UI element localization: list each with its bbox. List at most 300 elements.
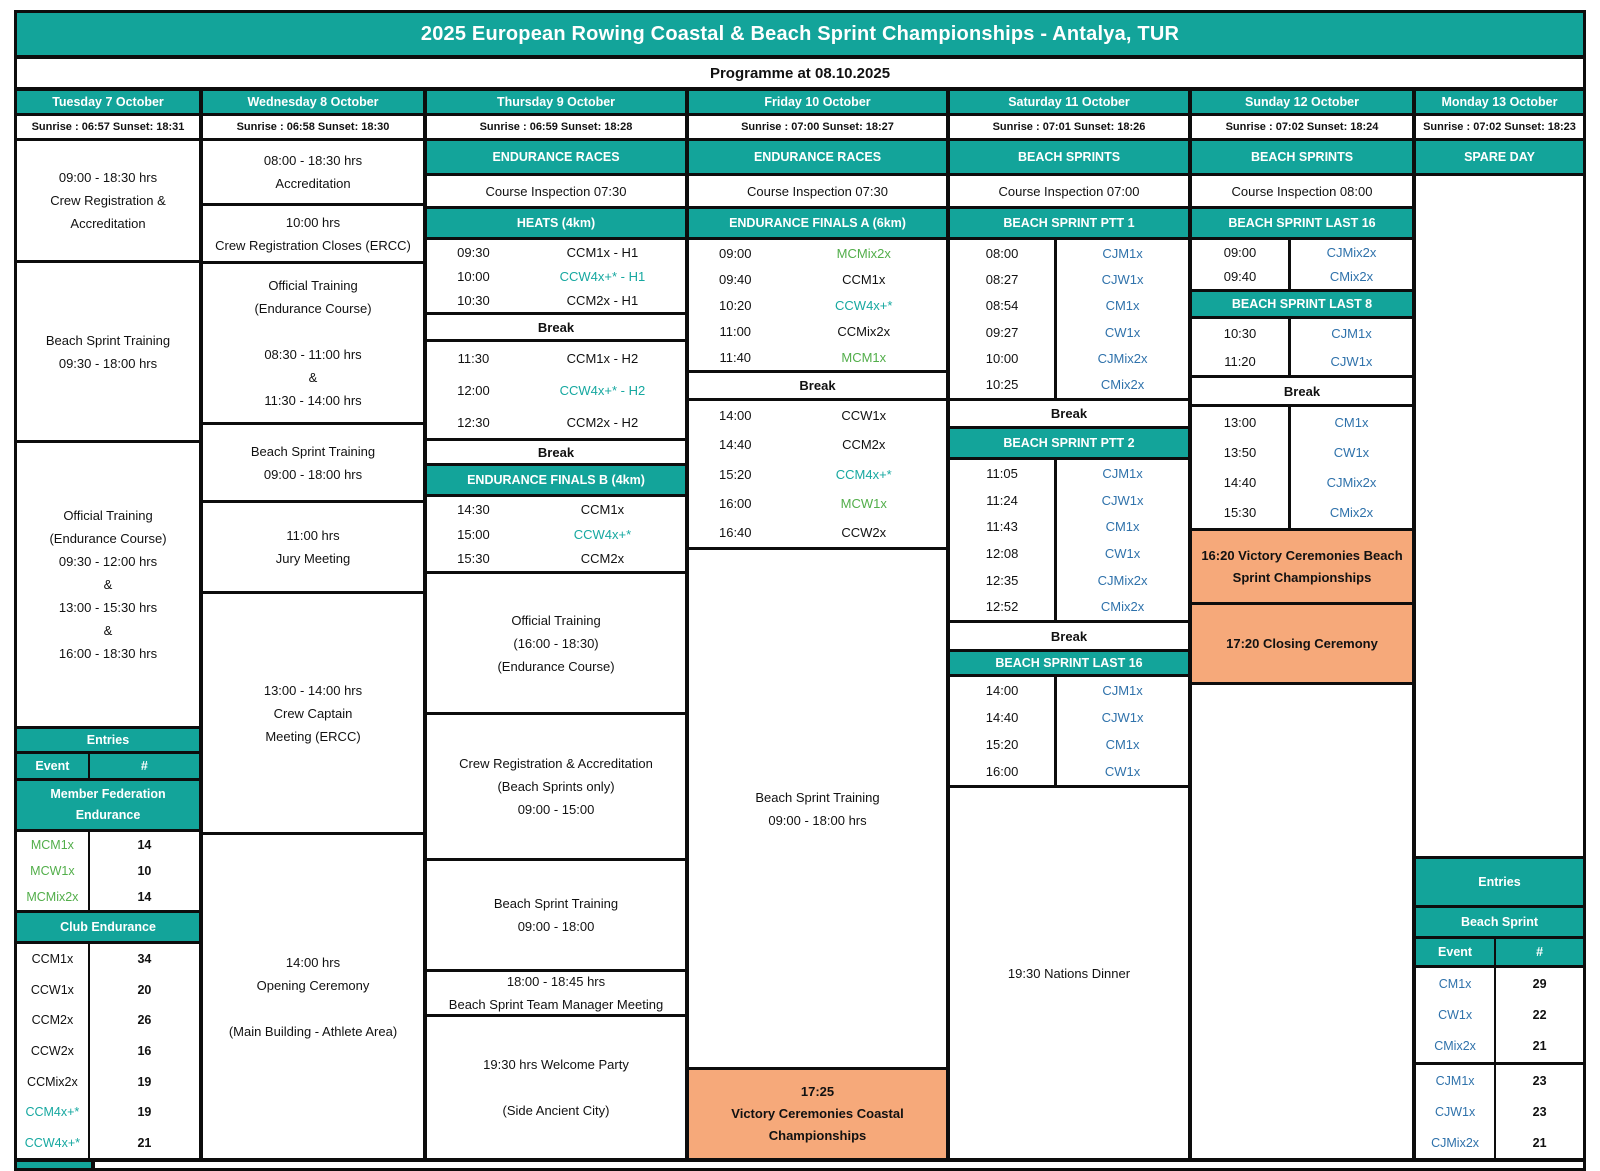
entries-event: MCMix2x: [17, 884, 90, 910]
entries-event: CJM1x: [1416, 1065, 1496, 1096]
race-event: CCM2x - H2: [566, 414, 639, 430]
day-schedule: [203, 141, 423, 1158]
break-row: Break: [950, 623, 1188, 649]
race-time: 09:40: [718, 271, 752, 287]
race-row: [689, 344, 946, 370]
day-schedule: [689, 141, 946, 1158]
race-time: 09:00: [718, 245, 752, 261]
day-column: [689, 91, 946, 1158]
entries-count: 16: [137, 1044, 152, 1059]
race-time: 12:52: [950, 593, 1057, 620]
race-time: 10:30: [457, 292, 490, 308]
entries-section-header: [17, 781, 199, 829]
text-line: Official Training: [511, 612, 601, 628]
entries-row: [1416, 968, 1583, 999]
race-event: CCM1x: [842, 271, 886, 287]
race-time: 14:40: [1192, 468, 1291, 498]
race-event: CJM1x: [1102, 245, 1143, 261]
races-block: [427, 240, 685, 312]
schedule-block: [203, 264, 423, 422]
race-row: [950, 372, 1188, 398]
entries-section-header-line: Member Federation: [50, 787, 166, 801]
entries-event: CCW4x+*: [17, 1127, 90, 1158]
race-time: 10:30: [1192, 319, 1291, 347]
entries-section-header-line: Endurance: [75, 808, 141, 822]
text-line: 11:00 hrs: [286, 528, 340, 543]
text-line: Course Inspection 07:00: [998, 183, 1140, 199]
race-time: 14:40: [718, 437, 752, 453]
text-line: Crew Captain: [273, 705, 353, 721]
race-time: 11:40: [719, 349, 752, 365]
programme-table: [14, 10, 1586, 1171]
race-time: 14:40: [950, 704, 1057, 731]
day-schedule: [427, 141, 685, 1158]
schedule-block: [427, 861, 685, 969]
text-line: Course Inspection 08:00: [1231, 183, 1373, 199]
text-line: (16:00 - 18:30): [513, 635, 599, 651]
race-row: [950, 487, 1188, 514]
races-block: [950, 677, 1188, 785]
entries-event: CCM4x+*: [17, 1097, 90, 1128]
race-event: CCM1x: [580, 501, 625, 517]
text-line: Official Training: [268, 278, 358, 293]
text-line: 19:30 hrs Welcome Party: [483, 1057, 629, 1072]
text-line: Official Training: [63, 508, 153, 523]
race-row: [950, 460, 1188, 487]
entries-count: 21: [137, 1135, 152, 1150]
entries-event-header: Event: [17, 754, 90, 778]
race-event: CW1x: [1104, 545, 1141, 561]
entries-row: [1416, 1096, 1583, 1127]
race-time: 13:50: [1192, 437, 1291, 467]
entries-row: [17, 1036, 199, 1067]
text-line: 13:00 - 15:30 hrs: [58, 600, 158, 615]
entries-count: 14: [137, 890, 152, 904]
entries-row: [1416, 1065, 1583, 1096]
section-header: BEACH SPRINTS: [950, 141, 1188, 173]
race-event: MCM1x: [841, 349, 887, 365]
day-header: Wednesday 8 October: [203, 91, 423, 113]
text-line: Crew Registration &: [50, 193, 166, 208]
race-time: 14:30: [457, 501, 490, 517]
sunrise-sunset-cell: Sunrise : 07:02 Sunset: 18:23: [1416, 116, 1583, 138]
entries-count: 14: [137, 838, 152, 852]
day-header: Friday 10 October: [689, 91, 946, 113]
entries-rows: [1416, 1065, 1583, 1158]
race-row: [689, 266, 946, 292]
text-line: Meeting (ERCC): [265, 728, 361, 744]
day-column: [1192, 91, 1412, 1158]
race-event: CW1x: [1104, 324, 1141, 340]
schedule-block: [17, 141, 199, 260]
race-event: CMix2x: [1329, 505, 1374, 521]
race-row: [950, 240, 1188, 266]
text-line: 13:00 - 14:00 hrs: [263, 682, 363, 698]
sunrise-sunset-cell: Sunrise : 06:59 Sunset: 18:28: [427, 116, 685, 138]
race-row: [689, 430, 946, 459]
race-time: 11:05: [950, 460, 1057, 487]
race-row: [427, 374, 685, 406]
race-time: 12:35: [950, 567, 1057, 594]
schedule-block: [203, 141, 423, 203]
entries-event: CMix2x: [1416, 1031, 1496, 1062]
race-event: CM1x: [1105, 298, 1140, 314]
entries-count: 23: [1532, 1104, 1547, 1119]
entries-event: CCMix2x: [17, 1066, 90, 1097]
race-row: [950, 758, 1188, 785]
race-event: CJMix2x: [1326, 244, 1377, 260]
entries-count: 34: [137, 952, 152, 967]
entries-rows: [17, 832, 199, 910]
empty-cell: [1192, 685, 1412, 1158]
race-time: 16:00: [950, 758, 1057, 785]
text-line: Beach Sprint Training: [493, 896, 619, 911]
race-time: 11:43: [950, 513, 1057, 540]
text-line: Championships: [768, 1128, 867, 1143]
entries-count: 22: [1532, 1007, 1547, 1022]
races-block: [1192, 319, 1412, 375]
text-line: 09:00 - 18:00: [517, 919, 595, 934]
race-event: CW1x: [1333, 444, 1370, 460]
race-row: [1192, 407, 1412, 437]
race-time: 11:30: [457, 350, 490, 366]
text-line: [203, 320, 423, 343]
entries-subtitle: [1416, 908, 1583, 936]
race-event: CCM4x+*: [835, 466, 892, 482]
entries-column-headers: [17, 754, 199, 778]
text-line: 10:00 hrs: [285, 214, 341, 230]
race-time: 11:20: [1192, 347, 1291, 375]
race-time: 15:30: [1192, 498, 1291, 528]
race-row: [950, 513, 1188, 540]
entries-count: 19: [137, 1074, 152, 1089]
entries-title: [1416, 859, 1583, 905]
race-row: [950, 319, 1188, 345]
section-header: BEACH SPRINT PTT 1: [950, 209, 1188, 237]
entries-event: CJMix2x: [1416, 1127, 1496, 1158]
schedule-block: [203, 835, 423, 1158]
text-line: 09:00 - 18:00 hrs: [768, 812, 867, 828]
text-line: [427, 1076, 685, 1099]
entries-row: [17, 975, 199, 1006]
break-row: Break: [1192, 378, 1412, 404]
text-line: (Endurance Course): [254, 301, 372, 316]
race-event: CCMix2x: [837, 323, 891, 339]
text-line: 11:30 - 14:00 hrs: [264, 393, 362, 408]
entries-row: [1416, 1031, 1583, 1062]
race-row: [950, 266, 1188, 292]
text-line: 18:00 - 18:45 hrs: [506, 974, 606, 989]
break-row: Break: [427, 441, 685, 463]
sunrise-sunset-cell: Sunrise : 06:58 Sunset: 18:30: [203, 116, 423, 138]
schedule-block: [427, 715, 685, 858]
day-header: Monday 13 October: [1416, 91, 1583, 113]
entries-count: 23: [1532, 1073, 1547, 1088]
race-row: [950, 345, 1188, 371]
entries-count: 29: [1532, 976, 1547, 991]
schedule-block: [427, 176, 685, 206]
entries-row: [17, 1005, 199, 1036]
race-row: [1192, 437, 1412, 467]
race-time: 08:00: [950, 240, 1057, 266]
ceremony-block: [1192, 531, 1412, 602]
race-event: MCW1x: [840, 495, 887, 511]
entries-title: [17, 729, 199, 751]
race-row: [689, 459, 946, 488]
race-event: CCM2x: [842, 437, 886, 453]
schedule-block: [1192, 176, 1412, 206]
text-line: 09:30 - 18:00 hrs: [58, 355, 158, 371]
text-line: 09:00 - 15:00: [517, 802, 595, 817]
entries-row: [17, 832, 199, 858]
schedule-block: [17, 263, 199, 440]
entries-count: 21: [1532, 1039, 1547, 1054]
race-row: [689, 292, 946, 318]
entries-row: [17, 858, 199, 884]
races-block: [427, 497, 685, 571]
entries-section-header: [17, 913, 199, 941]
schedule-block: [950, 788, 1188, 1158]
text-line: (Main Building - Athlete Area): [228, 1023, 398, 1039]
empty-cell: [1416, 176, 1583, 856]
text-line: 08:00 - 18:30 hrs: [263, 153, 363, 168]
race-time: 11:24: [950, 487, 1057, 514]
races-block: [427, 342, 685, 438]
entries-table: [17, 729, 199, 1158]
section-header: SPARE DAY: [1416, 141, 1583, 173]
entries-rows: [17, 944, 199, 1158]
schedule-block: [427, 574, 685, 712]
text-line: &: [103, 577, 113, 592]
entries-row: [17, 884, 199, 910]
schedule-block: [427, 972, 685, 1014]
day-header: Thursday 9 October: [427, 91, 685, 113]
race-row: [950, 731, 1188, 758]
text-line: Beach Sprint Training: [250, 443, 376, 459]
text-line: Beach Sprint Team Manager Meeting: [448, 997, 664, 1012]
text-line: &: [103, 623, 113, 638]
day-column: [17, 91, 199, 1158]
races-block: [689, 401, 946, 547]
race-time: 10:25: [950, 372, 1057, 398]
race-event: CCW4x+*: [573, 526, 632, 542]
schedule-block: [689, 176, 946, 206]
ceremony-block: [689, 1070, 946, 1158]
race-row: [427, 406, 685, 438]
race-time: 14:00: [950, 677, 1057, 704]
section-header: HEATS (4km): [427, 209, 685, 237]
race-time: 16:00: [718, 495, 752, 511]
entries-row: [1416, 1127, 1583, 1158]
schedule-block: [689, 550, 946, 1067]
entries-subtitle-text: Beach Sprint: [1460, 914, 1539, 929]
races-block: [1192, 240, 1412, 289]
race-row: [950, 677, 1188, 704]
race-event: CJM1x: [1102, 683, 1143, 698]
race-event: CJW1x: [1330, 353, 1373, 369]
race-row: [950, 704, 1188, 731]
entries-rows: [1416, 968, 1583, 1062]
race-event: CJMix2x: [1097, 350, 1148, 366]
section-header: BEACH SPRINT LAST 8: [1192, 292, 1412, 316]
entries-row: [17, 1097, 199, 1128]
race-time: 10:20: [718, 297, 752, 313]
entries-count-header: #: [1536, 945, 1544, 959]
section-header: BEACH SPRINT LAST 16: [950, 652, 1188, 674]
text-line: [203, 997, 423, 1020]
text-line: Crew Registration Closes (ERCC): [215, 237, 411, 253]
race-time: 09:30: [457, 244, 490, 260]
day-schedule: [950, 141, 1188, 1158]
entries-row: [17, 1066, 199, 1097]
entries-count: 26: [137, 1013, 152, 1028]
entries-event: CCW2x: [17, 1036, 90, 1067]
section-header: ENDURANCE FINALS B (4km): [427, 466, 685, 494]
day-column: [1416, 91, 1583, 1158]
race-event: CCW4x+* - H1: [559, 268, 646, 284]
race-row: [689, 401, 946, 430]
day-schedule: [17, 141, 199, 1158]
race-time: 09:40: [1192, 265, 1291, 290]
race-event: CCM2x - H1: [566, 292, 639, 308]
text-line: 17:25: [800, 1084, 835, 1099]
schedule-block: [203, 503, 423, 591]
text-line: (Endurance Course): [497, 658, 615, 674]
race-time: 14:00: [718, 408, 752, 424]
section-header: ENDURANCE RACES: [689, 141, 946, 173]
schedule-block: [203, 594, 423, 832]
race-row: [427, 522, 685, 547]
day-header: Tuesday 7 October: [17, 91, 199, 113]
sunrise-sunset-cell: Sunrise : 07:01 Sunset: 18:26: [950, 116, 1188, 138]
race-event: CJW1x: [1101, 710, 1144, 725]
text-line: Course Inspection 07:30: [747, 183, 888, 199]
race-row: [1192, 240, 1412, 265]
race-event: CJM1x: [1102, 465, 1143, 481]
race-row: [950, 593, 1188, 620]
race-event: CW1x: [1104, 764, 1141, 779]
section-header: ENDURANCE FINALS A (6km): [689, 209, 946, 237]
race-time: 15:20: [718, 466, 752, 482]
race-time: 12:00: [457, 382, 490, 398]
race-event: CCW2x: [841, 524, 887, 540]
race-event: CCW1x: [841, 408, 887, 424]
race-row: [689, 240, 946, 266]
race-row: [427, 497, 685, 522]
races-block: [1192, 407, 1412, 528]
section-header: BEACH SPRINT PTT 2: [950, 429, 1188, 457]
race-row: [1192, 319, 1412, 347]
entries-count: 21: [1532, 1135, 1547, 1150]
race-row: [1192, 498, 1412, 528]
race-row: [427, 240, 685, 264]
race-event: CCM1x - H1: [566, 244, 639, 260]
race-event: CCW4x+* - H2: [559, 382, 646, 398]
programme-date-label: Programme at 08.10.2025: [17, 59, 1583, 87]
break-row: Break: [950, 401, 1188, 426]
races-block: [950, 240, 1188, 398]
text-line: 17:20 Closing Ceremony: [1226, 635, 1378, 651]
text-line: Crew Registration & Accreditation: [459, 756, 653, 771]
race-event: CMix2x: [1100, 377, 1145, 393]
race-time: 15:20: [950, 731, 1057, 758]
text-line: Opening Ceremony: [256, 977, 370, 993]
entries-event-header: Event: [1416, 939, 1496, 965]
race-time: 10:00: [457, 268, 490, 284]
entries-event: CJW1x: [1416, 1096, 1496, 1127]
race-event: CM1x: [1105, 737, 1140, 752]
entries-column-headers: [1416, 939, 1583, 965]
text-line: 14:00 hrs: [285, 954, 341, 970]
entries-row: [17, 944, 199, 975]
sunrise-sunset-cell: Sunrise : 07:02 Sunset: 18:24: [1192, 116, 1412, 138]
race-event: CJM1x: [1331, 325, 1372, 341]
entries-event: CCW1x: [17, 975, 90, 1006]
page-title: 2025 European Rowing Coastal & Beach Sprint Championships - Antalya, TUR: [17, 13, 1583, 55]
race-time: 15:30: [457, 551, 490, 567]
race-time: 12:08: [950, 540, 1057, 567]
text-line: Course Inspection 07:30: [485, 183, 627, 199]
text-line: Beach Sprint Training: [45, 332, 171, 348]
race-row: [427, 288, 685, 312]
text-line: Accreditation: [275, 176, 351, 191]
text-line: 09:00 - 18:00 hrs: [263, 466, 363, 482]
race-time: 11:00: [719, 323, 752, 339]
race-row: [1192, 468, 1412, 498]
race-time: 10:00: [950, 345, 1057, 371]
race-event: CJMix2x: [1097, 572, 1148, 588]
race-event: CCW4x+*: [835, 297, 893, 313]
text-line: 16:20 Victory Ceremonies Beach: [1201, 547, 1403, 563]
race-row: [427, 546, 685, 571]
ceremony-block: [1192, 605, 1412, 682]
entries-event: CM1x: [1416, 968, 1496, 999]
section-header: BEACH SPRINT LAST 16: [1192, 209, 1412, 237]
section-header: ENDURANCE RACES: [427, 141, 685, 173]
race-row: [427, 264, 685, 288]
entries-table: [1416, 859, 1583, 1158]
race-time: 15:00: [457, 526, 490, 542]
entries-count-header: #: [140, 759, 148, 773]
race-event: CMix2x: [1100, 599, 1145, 615]
text-line: Sprint Championships: [1232, 569, 1372, 585]
text-line: (Endurance Course): [49, 531, 167, 546]
race-time: 09:00: [1192, 240, 1291, 265]
day-schedule: [1416, 141, 1583, 1158]
race-row: [689, 318, 946, 344]
race-time: 08:54: [950, 293, 1057, 319]
day-column: [427, 91, 685, 1158]
entries-row: [17, 1127, 199, 1158]
races-block: [689, 240, 946, 370]
race-event: MCMix2x: [836, 245, 891, 261]
day-header: Sunday 12 October: [1192, 91, 1412, 113]
race-time: 13:00: [1192, 407, 1291, 437]
text-line: &: [308, 370, 318, 385]
race-time: 08:27: [950, 266, 1057, 292]
text-line: Jury Meeting: [275, 551, 351, 566]
text-line: 08:30 - 11:00 hrs: [264, 347, 362, 362]
race-row: [427, 342, 685, 374]
entries-count: 10: [137, 864, 152, 878]
races-block: [950, 460, 1188, 620]
break-row: Break: [689, 373, 946, 398]
sunrise-sunset-cell: Sunrise : 06:57 Sunset: 18:31: [17, 116, 199, 138]
race-event: CM1x: [1334, 414, 1369, 430]
race-time: 12:30: [457, 414, 490, 430]
race-row: [689, 518, 946, 547]
race-time: 09:27: [950, 319, 1057, 345]
